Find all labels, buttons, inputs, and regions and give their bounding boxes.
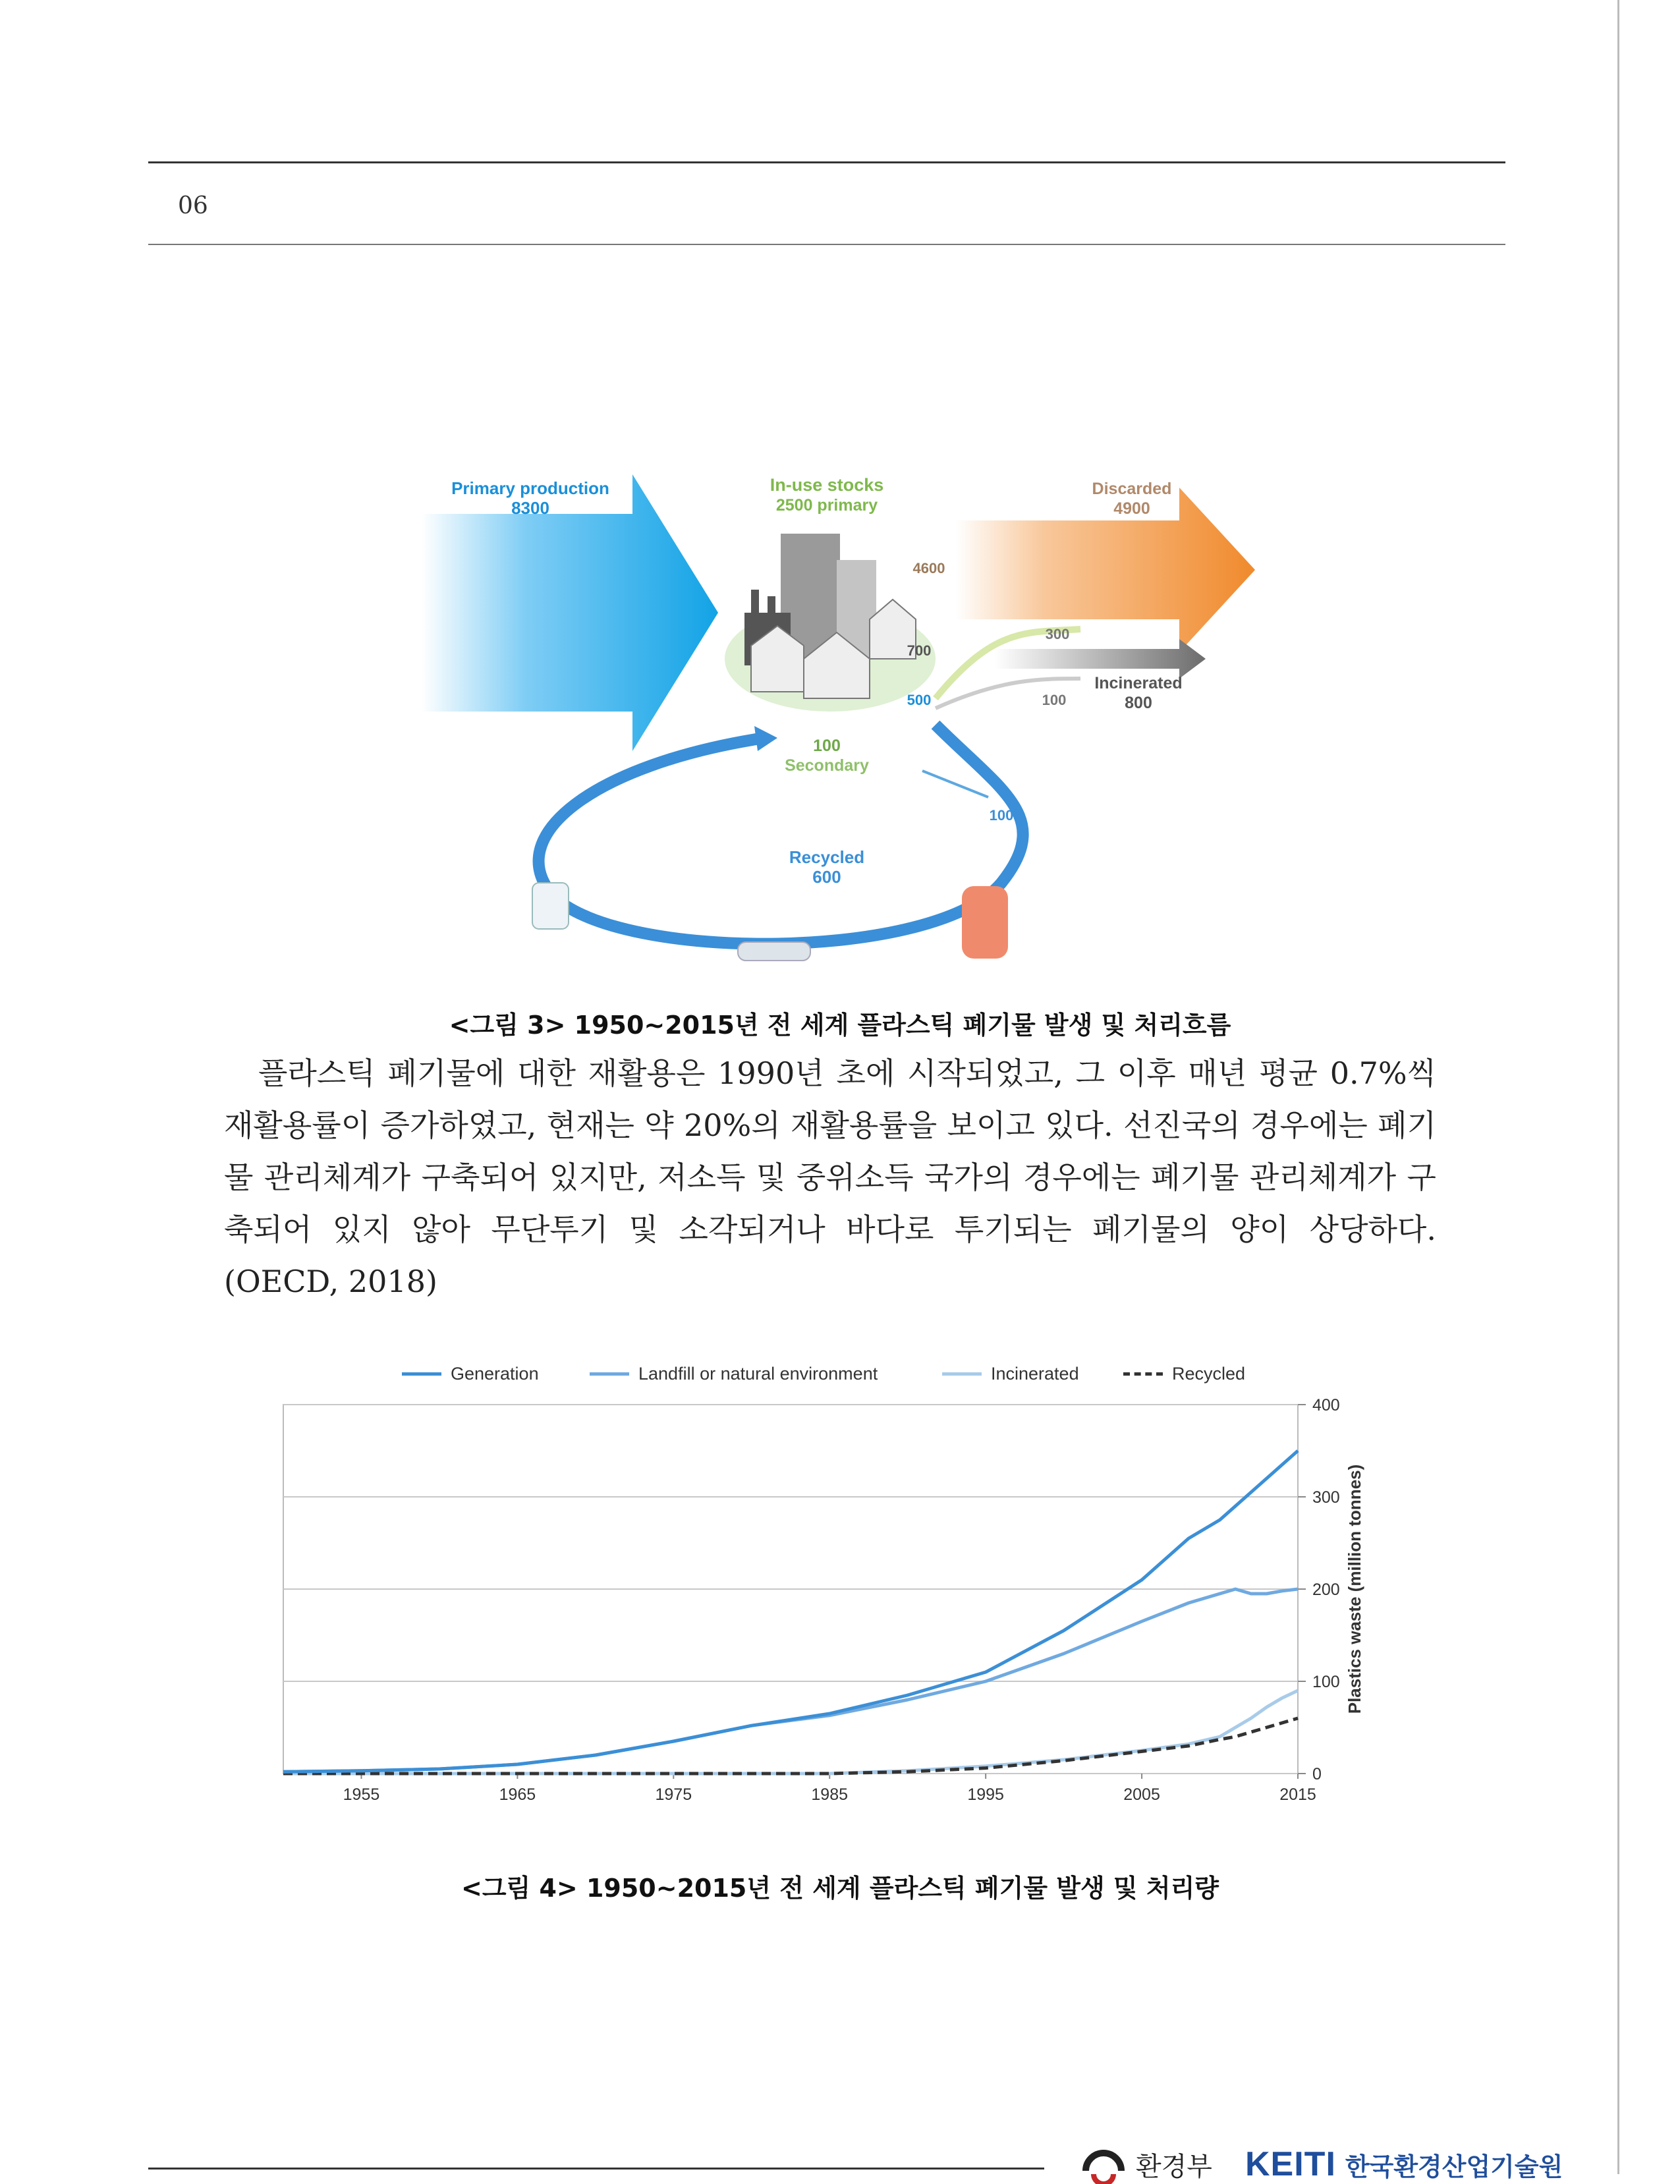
x-tick-label: 1975 bbox=[655, 1785, 692, 1804]
series-line-incinerated bbox=[283, 1691, 1298, 1774]
x-tick-label: 1965 bbox=[499, 1785, 536, 1804]
discarded-arrow bbox=[955, 488, 1255, 652]
footer-rule bbox=[148, 2168, 1044, 2170]
legend-label-recycled: Recycled bbox=[1172, 1364, 1246, 1384]
ministry-emblem-icon bbox=[1080, 2144, 1127, 2184]
body-paragraph bbox=[224, 1048, 1436, 1308]
legend-label-incinerated: Incinerated bbox=[991, 1364, 1079, 1384]
primary-production-value: 8300 bbox=[511, 498, 549, 518]
city-icon bbox=[725, 534, 936, 712]
primary-production-label: Primary production bbox=[451, 478, 609, 498]
top-rule bbox=[148, 161, 1505, 163]
flow-700: 700 bbox=[907, 642, 932, 659]
plastics-waste-chart bbox=[264, 1364, 1449, 1825]
figure4-caption: <그림 4> 1950~2015년 전 세계 플라스틱 폐기물 발생 및 처리량 bbox=[461, 1874, 1219, 1903]
flow-100-recycled: 100 bbox=[989, 807, 1014, 824]
secondary-value: 100 bbox=[813, 737, 841, 755]
incinerated-label: Incinerated bbox=[1094, 674, 1183, 692]
legend-swatch-recycled bbox=[1123, 1372, 1163, 1376]
flow-4600: 4600 bbox=[912, 560, 945, 576]
discarded-label: Discarded bbox=[1092, 480, 1172, 498]
legend-generation bbox=[402, 1364, 539, 1384]
ministry-logo bbox=[1080, 2144, 1212, 2184]
page-edge bbox=[1617, 0, 1619, 2174]
keiti-logo bbox=[1245, 2144, 1563, 2184]
y-tick-label: 400 bbox=[1312, 1397, 1340, 1414]
y-tick-label: 0 bbox=[1312, 1765, 1322, 1783]
x-tick-label: 2005 bbox=[1123, 1785, 1160, 1804]
x-tick-label: 1955 bbox=[343, 1785, 380, 1804]
series-line-landfill-or-natural-environment bbox=[283, 1589, 1298, 1772]
header-bottom-rule bbox=[148, 244, 1505, 245]
discarded-value: 4900 bbox=[1113, 499, 1150, 518]
figure3-caption: <그림 3> 1950~2015년 전 세계 플라스틱 폐기물 발생 및 처리흐름 bbox=[449, 1011, 1231, 1040]
legend-label-generation: Generation bbox=[451, 1364, 539, 1384]
flow-500: 500 bbox=[907, 692, 932, 708]
series-line-recycled bbox=[283, 1718, 1298, 1774]
chart-legend bbox=[264, 1364, 1449, 1390]
bottle-icon bbox=[962, 886, 1008, 959]
y-tick-label: 300 bbox=[1312, 1488, 1340, 1507]
secondary-label: Secondary bbox=[785, 756, 869, 775]
legend-incinerated bbox=[942, 1364, 1079, 1384]
incinerated-value: 800 bbox=[1125, 694, 1152, 712]
legend-swatch-generation bbox=[402, 1372, 441, 1376]
primary-production-arrow bbox=[422, 474, 718, 751]
in-use-stocks-label: In-use stocks bbox=[770, 475, 884, 495]
plastic-flow-diagram bbox=[422, 461, 1278, 988]
flow-300: 300 bbox=[1045, 626, 1070, 642]
keiti-wordmark: KEITI bbox=[1245, 2145, 1336, 2183]
incinerated-arrow bbox=[995, 639, 1206, 679]
in-use-primary-value: 2500 primary bbox=[775, 496, 878, 515]
keiti-name: 한국환경산업기술원 bbox=[1345, 2152, 1563, 2181]
recycled-loop bbox=[539, 725, 1023, 944]
paragraph-text: 플라스틱 폐기물에 대한 재활용은 1990년 초에 시작되었고, 그 이후 매년 평균 0.7%씩 재활용률이 증가하였고, 현재는 약 20%의 재활용률을 보이고 있다. 선진국의 경우에는 폐기물 관리체계가 구축되어 있지만, 저소득 및 중위소득 국가의 경우에는 폐기물 관리체계가 구축되어 있지 않아 무단투기 및 소각되거나 바다로 투기되는 폐기물의 양이 상당하다. (OECD, 2018) bbox=[224, 1055, 1436, 1299]
series-line-generation bbox=[283, 1451, 1298, 1772]
flow-100-incinerated: 100 bbox=[1042, 692, 1067, 708]
y-tick-label: 100 bbox=[1312, 1673, 1340, 1691]
chart-plot bbox=[264, 1397, 1449, 1825]
x-tick-label: 1985 bbox=[811, 1785, 849, 1804]
y-tick-label: 200 bbox=[1312, 1581, 1340, 1599]
legend-label-landfill: Landfill or natural environment bbox=[638, 1364, 878, 1384]
legend-swatch-landfill bbox=[590, 1372, 629, 1376]
ministry-name: 환경부 bbox=[1136, 2151, 1212, 2182]
page-number: 06 bbox=[178, 192, 208, 219]
legend-swatch-incinerated bbox=[942, 1372, 982, 1376]
recycled-value: 600 bbox=[812, 867, 841, 887]
legend-recycled bbox=[1123, 1364, 1245, 1384]
x-tick-label: 2015 bbox=[1279, 1785, 1316, 1804]
y-axis-label: Plastics waste (million tonnes) bbox=[1345, 1464, 1364, 1714]
recycled-label: Recycled bbox=[789, 847, 865, 867]
legend-landfill bbox=[590, 1364, 878, 1384]
x-tick-label: 1995 bbox=[967, 1785, 1004, 1804]
